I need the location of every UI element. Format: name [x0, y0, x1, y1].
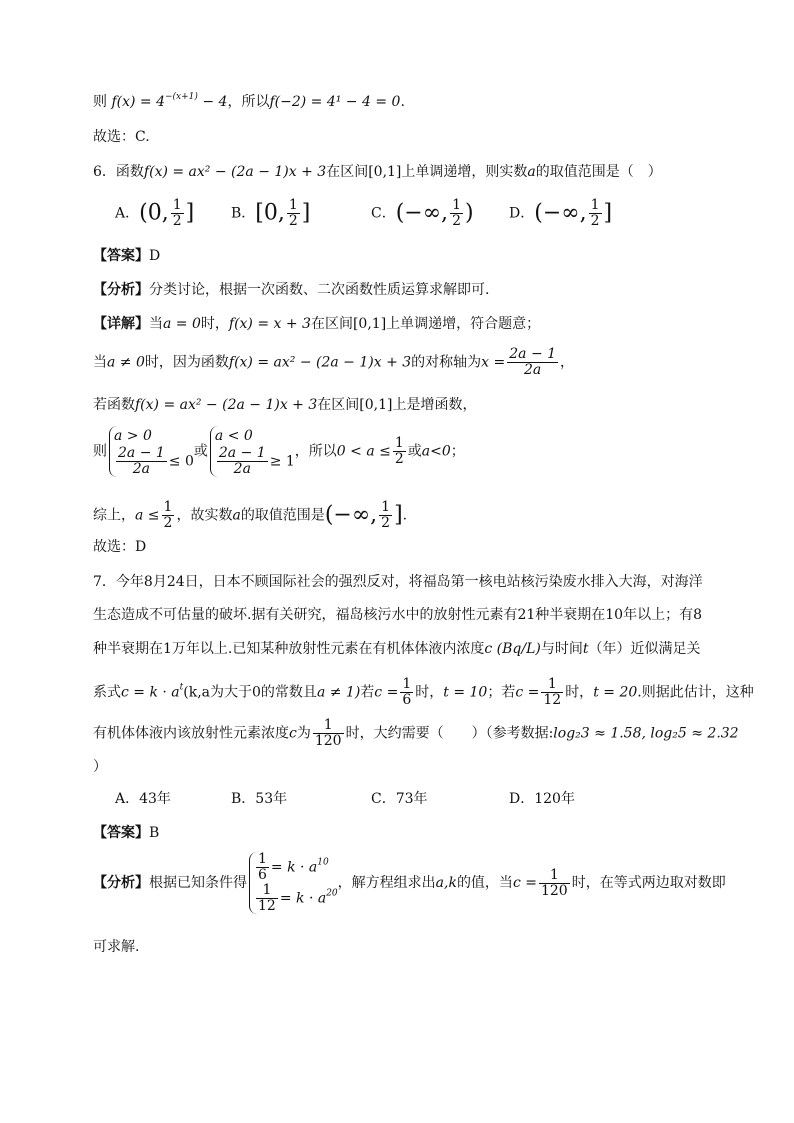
- text: ；: [450, 443, 465, 460]
- question-6-stem: [93, 163, 662, 181]
- text: ，解方程组求出: [337, 875, 436, 891]
- numerator: 2a − 1: [509, 346, 557, 362]
- q6-option-c: [371, 198, 474, 229]
- text: ，故实数: [176, 507, 233, 524]
- text: 根据已知条件得: [149, 875, 247, 891]
- text: 则: [93, 443, 107, 460]
- exponent: 20: [326, 888, 338, 899]
- option-label: D．: [509, 205, 535, 222]
- numerator: 1: [163, 499, 173, 515]
- q7-option-c: C．73年: [371, 791, 428, 807]
- text: 上单调递增，符合题意；: [386, 316, 541, 332]
- q7-option-d: D．120年: [509, 791, 575, 807]
- answer-value: D: [149, 248, 161, 264]
- formula: ]: [185, 200, 195, 226]
- fraction: [116, 446, 167, 477]
- fraction: [171, 198, 184, 229]
- formula: ): [464, 200, 474, 226]
- text: 综上，: [93, 507, 135, 524]
- formula: − 4: [197, 94, 228, 110]
- formula: ]: [603, 200, 613, 226]
- exponent: t: [179, 682, 184, 693]
- text: 则: [93, 94, 107, 110]
- condition: a < 0: [214, 428, 253, 444]
- formula: c =: [374, 684, 399, 701]
- text: 的对称轴为: [411, 354, 482, 371]
- fraction: [256, 852, 269, 883]
- fraction: [256, 883, 278, 914]
- q6-detail-line-3: [93, 396, 476, 414]
- exponent: −(x+1): [165, 92, 198, 102]
- q7-line-5: [93, 718, 739, 749]
- text: 在区间: [310, 316, 353, 332]
- condition: ≥ 1: [269, 453, 295, 470]
- numerator: 1: [381, 499, 391, 515]
- text: 系式: [93, 684, 121, 701]
- denominator: 2: [163, 515, 173, 531]
- text: 若: [360, 684, 375, 701]
- q7-analysis-continued: 可求解.: [93, 939, 140, 955]
- denominator: 2: [172, 213, 182, 229]
- formula: c (Bq/L): [484, 641, 541, 657]
- formula: log₂3 ≈ 1.58, log₂5 ≈ 2.32: [553, 725, 739, 742]
- denominator: 2: [394, 451, 404, 467]
- text: 种半衰期在1万年以上.已知某种放射性元素在有机体体液内浓度: [93, 641, 485, 657]
- formula: x =: [481, 354, 506, 371]
- formula: (0,: [139, 200, 169, 226]
- fraction: [589, 198, 602, 229]
- text: .: [400, 94, 405, 110]
- fraction: [539, 868, 570, 899]
- text: 上单调递增，则实数: [401, 164, 528, 180]
- numerator: 1: [541, 677, 563, 693]
- text: 当: [93, 354, 107, 371]
- denominator: 2a: [233, 461, 251, 477]
- text: 的取值范围是（ ）: [535, 164, 662, 180]
- numerator: 1: [394, 435, 404, 451]
- option-label: B．: [231, 205, 256, 222]
- denominator: 6: [258, 867, 267, 883]
- denominator: 6: [402, 692, 412, 708]
- formula: [0,1]: [352, 316, 387, 332]
- fraction: [541, 677, 563, 708]
- text: 的值，当: [456, 875, 513, 891]
- formula: a ≠ 1): [316, 684, 361, 701]
- text: .则据此估计，这种: [637, 684, 754, 701]
- denominator: 12: [543, 692, 562, 708]
- q6-option-d: [509, 198, 612, 229]
- text: 有机体体液内该放射性元素浓度: [93, 725, 289, 742]
- numerator: 1: [452, 197, 461, 213]
- q6-detail-line-4: [93, 426, 465, 477]
- fraction: [379, 500, 392, 531]
- formula: f(x) = ax² − (2a − 1)x + 3: [135, 397, 318, 413]
- text: 时，大约需要（ ）（参考数据:: [345, 725, 554, 742]
- variable: a: [232, 507, 241, 524]
- formula: c =: [512, 875, 537, 891]
- text: ；若: [487, 684, 516, 701]
- q6-detail-line-1: [93, 315, 540, 333]
- denominator: 2: [452, 213, 461, 229]
- answer-choice-line: 故选：C.: [93, 129, 150, 145]
- text: 若函数: [93, 397, 135, 413]
- denominator: 12: [258, 898, 276, 914]
- q7-line-3: [93, 640, 700, 658]
- q6-option-b: [231, 198, 310, 229]
- text: ，所以: [294, 443, 337, 460]
- equation: = k · a: [279, 890, 327, 907]
- text: 与时间: [540, 641, 583, 657]
- denominator: 2: [590, 213, 600, 229]
- text: 时，在等式两边取对数即: [571, 875, 726, 891]
- q7-line-6: ）: [93, 759, 107, 775]
- detail-label: 【详解】: [93, 316, 149, 332]
- denominator: 120: [314, 733, 342, 749]
- formula: t = 10: [443, 684, 488, 701]
- formula: c =: [515, 684, 540, 701]
- q7-line-4: [93, 677, 754, 708]
- fraction: [287, 198, 300, 229]
- numerator: 1: [258, 851, 267, 867]
- q6-final-choice: 故选：D: [93, 539, 147, 555]
- formula: 0 < a ≤: [336, 443, 391, 460]
- formula: [0,1]: [359, 397, 393, 413]
- numerator: 1: [590, 197, 600, 213]
- q7-analysis: [93, 852, 726, 914]
- equation-system-2: [210, 426, 295, 477]
- fraction: [217, 446, 268, 477]
- numerator: 1: [172, 197, 182, 213]
- formula: a ≠ 0: [107, 354, 145, 371]
- denominator: 2a: [524, 362, 542, 378]
- formula: [0,1]: [368, 164, 402, 180]
- analysis-text: 分类讨论，根据一次函数、二次函数性质运算求解即可.: [149, 282, 490, 298]
- option-label: A．: [115, 205, 140, 222]
- denominator: 2a: [132, 461, 151, 477]
- formula: a ≤: [135, 507, 160, 524]
- variable: c: [289, 725, 297, 742]
- condition: ≤ 0: [168, 453, 194, 470]
- formula: f(x) = 4: [111, 94, 165, 110]
- fraction: [393, 436, 406, 467]
- answer-value: B: [149, 825, 160, 841]
- text: (k,a为大于0的常数且: [183, 684, 317, 701]
- text: 或: [193, 443, 208, 460]
- text: 在区间: [317, 397, 360, 413]
- exponent: 10: [317, 857, 329, 868]
- option-label: C．: [371, 205, 396, 222]
- text: 时，: [415, 684, 444, 701]
- equation-system-1: [109, 426, 194, 477]
- q7-line-2: 生态造成不可估量的破坏.据有关研究，福岛核污水中的放射性元素有21种半衰期在10年以上；有8: [93, 607, 702, 623]
- formula: (−∞,: [324, 502, 378, 528]
- answer-label: 【答案】: [93, 825, 149, 841]
- formula: (−∞,: [395, 200, 449, 226]
- formula: a<0: [421, 443, 451, 460]
- text: 或: [407, 443, 422, 460]
- q7-option-b: B．53年: [231, 791, 288, 807]
- fraction: [313, 718, 344, 749]
- formula: f(x) = x + 3: [228, 316, 311, 332]
- analysis-label: 【分析】: [93, 282, 149, 298]
- q6-detail-line-5: [93, 500, 407, 531]
- text: 当: [149, 316, 163, 332]
- q7-answer: [93, 824, 159, 842]
- condition: a > 0: [114, 428, 152, 444]
- numerator: 2a − 1: [118, 445, 165, 461]
- numerator: 1: [288, 197, 298, 213]
- formula: f(x) = ax² − (2a − 1)x + 3: [143, 164, 327, 180]
- formula: ]: [301, 200, 311, 226]
- formula: a = 0: [163, 316, 201, 332]
- numerator: 1: [256, 883, 278, 899]
- denominator: 2: [288, 213, 298, 229]
- denominator: 120: [540, 882, 568, 899]
- text: ，所以: [227, 94, 270, 110]
- numerator: 1: [402, 676, 412, 692]
- denominator: 2: [381, 515, 391, 531]
- text: 时，因为函数: [144, 354, 229, 371]
- formula: (−∞,: [534, 200, 587, 226]
- formula: ]: [394, 502, 403, 528]
- formula: t = 20: [593, 684, 638, 701]
- fraction: [162, 500, 175, 531]
- q6-analysis: [93, 281, 489, 299]
- text: ，: [560, 354, 575, 371]
- variable: t: [582, 641, 589, 657]
- formula: f(x) = ax² − (2a − 1)x + 3: [228, 354, 412, 371]
- formula: f(−2) = 4¹ − 4 = 0: [269, 94, 401, 110]
- text: （年）近似满足关: [588, 641, 701, 657]
- q6-detail-line-2: [93, 347, 574, 378]
- numerator: 1: [313, 718, 344, 734]
- text: 时，: [200, 316, 229, 332]
- text: 在区间: [326, 164, 369, 180]
- variable: a: [527, 164, 536, 180]
- analysis-label: 【分析】: [93, 875, 149, 891]
- variable: a,k: [435, 875, 457, 891]
- question-number: 6．函数: [93, 164, 144, 180]
- text: 的取值范围是: [240, 507, 325, 524]
- equation-system: [249, 852, 338, 914]
- text: 时，: [565, 684, 594, 701]
- text: 为: [296, 725, 311, 742]
- equation: = k · a: [270, 859, 318, 876]
- q7-option-a: A．43年: [115, 791, 171, 807]
- q6-option-a: [115, 198, 194, 229]
- fraction: [400, 677, 413, 708]
- q7-line-1: 7．今年8月24日，日本不顾国际社会的强烈反对，将福岛第一核电站核污染废水排入大海，对海洋: [93, 574, 703, 590]
- formula: c = k · a: [121, 684, 180, 701]
- fraction: [450, 198, 463, 229]
- text: .: [402, 507, 408, 524]
- numerator: 2a − 1: [218, 445, 266, 461]
- formula: [0,: [255, 200, 285, 226]
- q6-answer: [93, 247, 160, 265]
- text: 上是增函数，: [392, 397, 477, 413]
- answer-label: 【答案】: [93, 248, 149, 264]
- numerator: 1: [539, 868, 570, 884]
- solution-line-1: [93, 88, 405, 111]
- fraction: [507, 347, 558, 378]
